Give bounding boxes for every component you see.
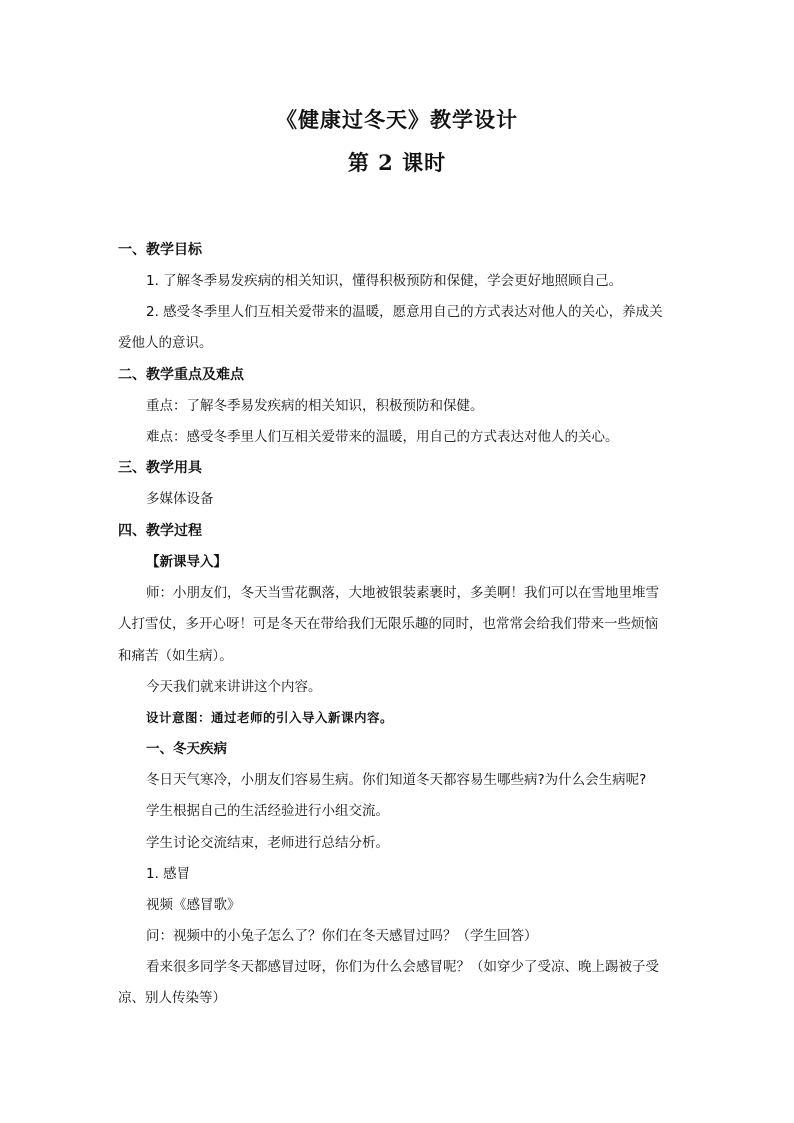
why-cold-line-1: 看来很多同学冬天都感冒过呀，你们为什么会感冒呢？（如穿少了受凉、晚上踢被子受: [146, 959, 659, 975]
design-intent-note: 设计意图：通过老师的引入导入新课内容。: [146, 710, 394, 725]
question-line: 问：视频中的小兔子怎么了？你们在冬天感冒过吗？（学生回答）: [146, 928, 538, 944]
part1-group-discussion: 学生根据自己的生活经验进行小组交流。: [146, 803, 389, 819]
key-point: 重点：了解冬季易发疾病的相关知识，积极预防和保健。: [146, 398, 484, 414]
intro-title: 【新课导入】: [146, 554, 227, 570]
objective-2-line1: 2. 感受冬季里人们互相关爱带来的温暖，愿意用自己的方式表达对他人的关心，养成关: [146, 304, 663, 320]
part1-heading: 一、冬天疾病: [146, 741, 227, 757]
video-title: 视频《感冒歌》: [146, 897, 241, 913]
part1-question: 冬日天气寒冷，小朋友们容易生病。你们知道冬天都容易生哪些病?为什么会生病呢?: [146, 772, 647, 788]
section-heading-tools: 三、教学用具: [118, 460, 202, 476]
difficult-point: 难点：感受冬季里人们互相关爱带来的温暖，用自己的方式表达对他人的关心。: [146, 429, 619, 445]
part1-summary: 学生讨论交流结束，老师进行总结分析。: [146, 835, 389, 851]
section-heading-key-points: 二、教学重点及难点: [118, 367, 244, 383]
intro-line-1: 师：小朋友们，冬天当雪花飘落，大地被银装素裹时，多美啊！我们可以在雪地里堆雪: [146, 585, 659, 601]
document-title: 《健康过冬天》教学设计: [276, 107, 518, 132]
document-subtitle: 第 2 课时: [347, 150, 447, 175]
objective-1: 1. 了解冬季易发疾病的相关知识，懂得积极预防和保健，学会更好地照顾自己。: [146, 273, 623, 289]
why-cold-line-2: 凉、别人传染等）: [118, 990, 226, 1006]
cold-label: 1. 感冒: [146, 866, 191, 882]
today-topic: 今天我们就来讲讲这个内容。: [146, 679, 322, 695]
objective-2-line2: 爱他人的意识。: [118, 335, 213, 351]
intro-line-2: 人打雪仗，多开心呀！可是冬天在带给我们无限乐趣的同时，也常常会给我们带来一些烦恼: [118, 616, 658, 632]
section-heading-objectives: 一、教学目标: [118, 242, 202, 258]
section-heading-process: 四、教学过程: [118, 523, 202, 539]
teaching-tools: 多媒体设备: [146, 491, 214, 507]
intro-line-3: 和痛苦（如生病）。: [118, 648, 233, 664]
